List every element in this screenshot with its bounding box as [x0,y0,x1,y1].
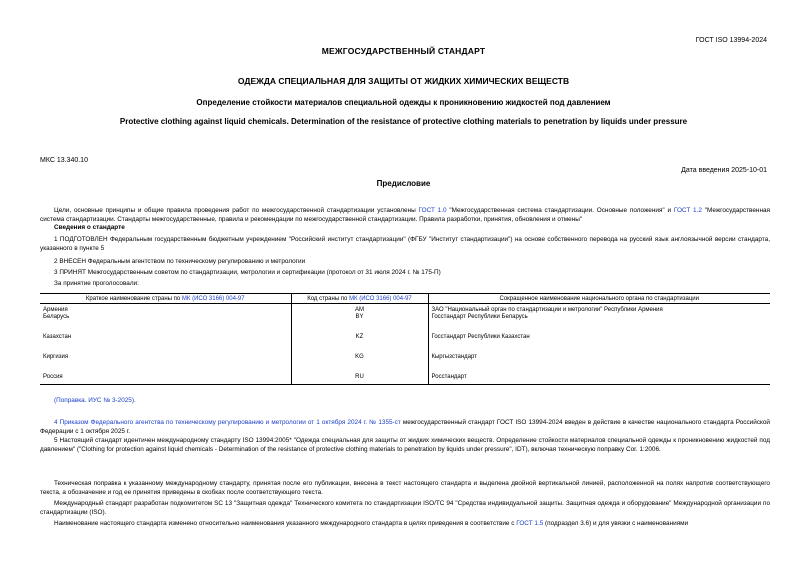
mks-code: МКС 13.340.10 [40,157,88,164]
name-change-note [40,520,770,529]
foreword-heading: Предисловие [376,179,431,188]
country-name: Беларусь [43,313,70,320]
standards-body: Росстандарт [428,374,770,385]
foreword-intro [40,207,770,224]
voted-for-label: За принятие проголосовали: [54,280,139,287]
link-mk-3166-col2[interactable]: МК (ИСО 3166) 004-97 [349,295,412,302]
link-rosstandart-order[interactable]: 4 Приказом Федерального агентства по техническому регулированию и метрологии от 1 октября 2024 г. № 1355-ст [54,419,401,426]
item-4-text: межгосударственный стандарт ГОСТ ISO 13994-2024 введен в действие в качестве национального стандарта Российской Федерации с 1 октября 2025 г. [40,419,771,435]
country-name: Казахстан [43,333,72,340]
link-gost-1-2[interactable]: ГОСТ 1.2 [673,207,702,214]
info-heading: Сведения о стандарте [54,224,125,231]
item-3-adopted: 3 ПРИНЯТ Межгосударственным советом по стандартизации, метрологии и сертификации (протокол от 31 июля 2024 г. № 175-П) [54,269,441,276]
country-code: AM [291,304,428,314]
header-country-code-text: Код страны по [307,295,350,302]
intro-text-3: "Межгосударственная система стандартизации. Стандарты межгосударственные, правила и рекомендации по межгосударственной стандартизации. Правила разработки, принятия, обновления и отмены" [40,207,770,223]
link-gost-1-5[interactable]: ГОСТ 1.5 [516,520,544,527]
item-4-order [40,419,770,436]
country-name: Россия [40,374,291,385]
header-country-name [40,294,291,304]
name-change-text-2: (подраздел 3.6) и для увязки с наименованиями [543,520,689,527]
header-standards-body: Сокращенное наименование национального органа по стандартизации [428,294,770,304]
intro-text-1: Цели, основные принципы и общие правила проведения работ по межгосударственной стандартизации установлены [54,207,419,214]
subtitle-ru: Определение стойкости материалов специальной одежды к проникновению жидкостей под давлением [196,98,611,107]
header-country-code [291,294,428,304]
item-2-submitted: 2 ВНЕСЕН Федеральным агентством по техническому регулированию и метрологии [54,258,306,265]
table-row [40,374,770,385]
header-country-name-text: Краткое наименование страны по [85,295,182,302]
table-row [40,334,770,354]
intro-text-2: "Межгосударственная система стандартизации. Основные положения" и [446,207,674,214]
country-code: KG [291,354,428,374]
country-code: KZ [291,334,428,354]
table-row [40,304,770,314]
standard-type: МЕЖГОСУДАРСТВЕННЫЙ СТАНДАРТ [321,46,486,56]
document-code: ГОСТ ISO 13994-2024 [695,37,767,44]
correction-note[interactable]: (Поправка. ИУС № 3-2025). [54,397,136,404]
standards-body: ЗАО "Национальный орган по стандартизации и метрологии" Республики Армения [428,304,770,314]
countries-table [40,293,770,385]
name-change-text-1: Наименование настоящего стандарта изменено относительно наименования указанного международного стандарта в целях приведения в соответствие с [54,520,517,527]
title-en: Protective clothing against liquid chemicals. Determination of the resistance of protective clothing materials to penetration by liquids under pressure [119,117,688,126]
country-code: BY [291,314,428,334]
item-5-identical: 5 Настоящий стандарт идентичен международному стандарту ISO 13994:2005* "Одежда специальная для защиты от жидких химических веществ. Определение стойкости материалов специальной одежды к проникновению жидкостей под давлением" ("Clothing for protection against liquid chemicals - Determination of the resistance of protective clothing materials to penetration by liquids under pressure", IDT), включая техническую поправку Cor. 1:2006. [40,437,770,453]
standards-body: Госстандарт Республики Казахстан [428,334,770,354]
country-name: Армения [43,307,68,313]
table-row [40,314,770,334]
link-gost-1-0[interactable]: ГОСТ 1.0 [418,207,447,214]
country-name: Киргизия [43,353,69,360]
title-ru: ОДЕЖДА СПЕЦИАЛЬНАЯ ДЛЯ ЗАЩИТЫ ОТ ЖИДКИХ ХИМИЧЕСКИХ ВЕЩЕСТВ [237,76,570,86]
standards-body: Кыргызстандарт [428,354,770,374]
table-row [40,354,770,374]
link-mk-3166-col1[interactable]: МК (ИСО 3166) 004-97 [181,295,245,302]
technical-correction-note: Техническая поправка к указанному международному стандарту, принятая после его публикации, внесена в текст настоящего стандарта и выделена двойной вертикальной линией, расположенной на полях напротив соответствующего текста, а обозначение и год ее принятия приведены в скобках после соответствующего текста. [40,480,770,496]
intro-date: Дата введения 2025-10-01 [681,167,767,174]
table-header-row [40,294,770,304]
developed-by-note: Международный стандарт разработан подкомитетом SC 13 "Защитная одежда" Технического комитета по стандартизации ISO/TC 94 "Средства индивидуальной защиты. Защитная одежда и оборудование" Международной организации по стандартизации (ISO). [40,500,770,516]
country-code: RU [291,374,428,385]
item-1-prepared: 1 ПОДГОТОВЛЕН Федеральным государственным бюджетным учреждением "Российский институт стандартизации" (ФГБУ "Институт стандартизации") на основе собственного перевода на русский язык англоязычной версии стандарта, указанного в пункте 5 [40,236,770,252]
standards-body: Госстандарт Республики Беларусь [428,314,770,334]
